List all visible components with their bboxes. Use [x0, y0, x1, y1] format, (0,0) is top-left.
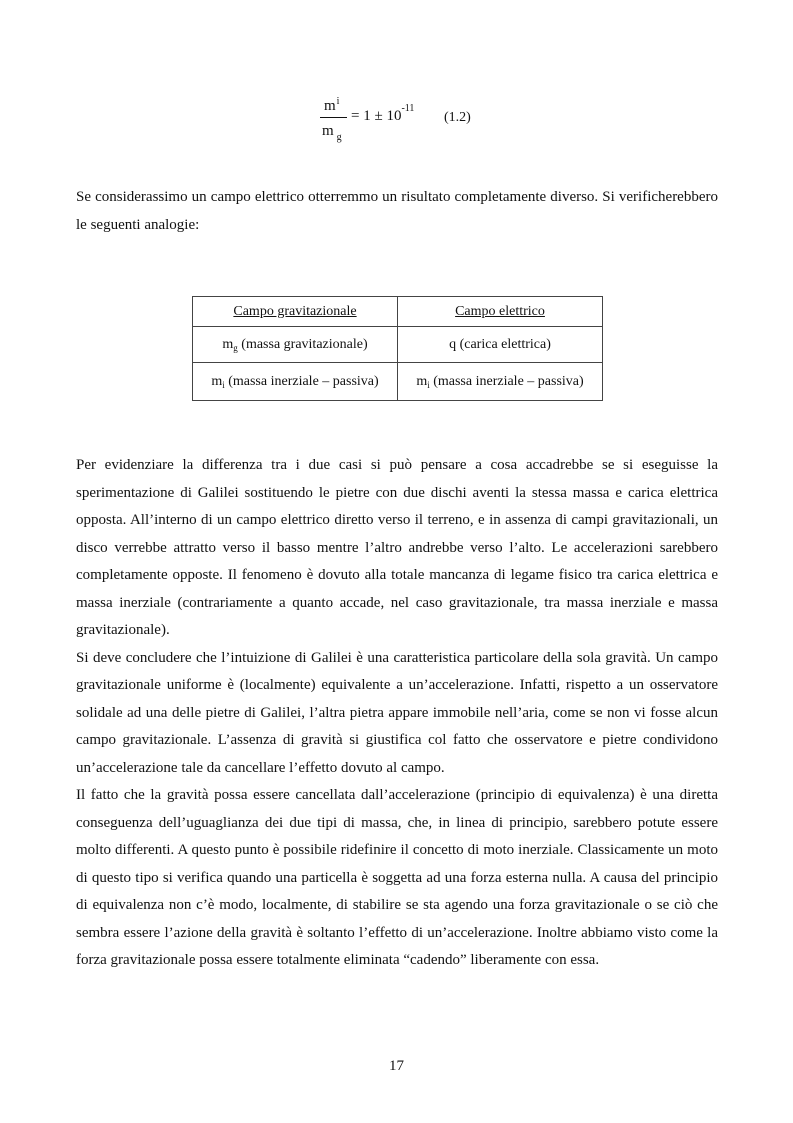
table-cell: q (carica elettrica) [398, 327, 603, 363]
body-text [76, 452, 718, 975]
table-header-row [193, 297, 603, 327]
table-header-cell: Campo elettrico [398, 297, 603, 327]
table-cell: $m_g$ (massa gravitazionale) [193, 327, 398, 363]
intro-paragraph: Se considerassimo un campo elettrico otterremmo un risultato completamente diverso. Si verificherebbero le seguenti analogie: [76, 189, 718, 233]
analogy-table [192, 296, 603, 401]
table-row [193, 327, 603, 363]
equation-rhs: = $1 \pm 10^{-11}$ [351, 103, 415, 124]
fraction-numerator: $m^i$ [324, 96, 340, 114]
fraction-denominator: m $_g$ [322, 123, 342, 143]
paragraph: Il fatto che la gravità possa essere cancellata dall’accelerazione (principio di equivalenza) è una diretta conseguenza dell’uguaglianza dei due tipi di massa, che, in linea di principio, sarebbero potute essere molto differenti. A questo punto è possibile ridefinire il concetto di moto inerziale. Classicamente un moto di questo tipo si verifica quando una particella è soggetta ad una forza esterna nulla. A causa del principio di equivalenza non c’è modo, localmente, di stabilire se sta agendo una forza gravitazionale o se ciò che sembra essere l’azione della gravità è soltanto l’effetto di un’accelerazione. Inoltre abbiamo visto come la forza gravitazionale possa essere totalmente eliminata “cadendo” liberamente con essa. [76, 787, 718, 968]
denominator-subscript: g [336, 132, 342, 143]
table-cell: $m_i$ (massa inerziale – passiva) [398, 363, 603, 401]
equation-exponent: -11 [401, 103, 415, 114]
page-number: 17 [389, 1058, 404, 1074]
numerator-subscript: i [336, 96, 340, 107]
fraction-bar [320, 117, 347, 118]
paragraph: Si deve concludere che l’intuizione di Galilei è una caratteristica particolare della sola gravità. Un campo gravitazionale uniforme è (localmente) equivalente a un’accelerazione. Infatti, rispetto a un osservatore solidale ad una delle pietre di Galilei, l’altra pietra appare immobile nell’aria, come se non vi fosse alcun campo gravitazionale. L’assenza di gravità si giustifica col fatto che osservatore e pietre condividono un’accelerazione tale da cancellare l’effetto dovuto al campo. [76, 649, 718, 776]
equation-label: (1.2) [444, 110, 471, 125]
table-cell: $m_i$ (massa inerziale – passiva) [193, 363, 398, 401]
paragraph: Per evidenziare la differenza tra i due casi si può pensare a cosa accadrebbe se si eseguisse la sperimentazione di Galilei sostituendo le pietre con due dischi aventi la stessa massa e carica elettrica opposta. All’interno di un campo elettrico diretto verso il terreno, e in assenza di campi gravitazionali, un disco verrebbe attratto verso il basso mentre l’altro andrebbe verso l’alto. Le accelerazioni sarebbero completamente opposte. Il fenomeno è dovuto alla totale mancanza di legame fisico tra carica elettrica e massa inerziale (contrariamente a quanto accade, nel caso gravitazionale, tra massa inerziale e massa gravitazionale). [76, 457, 718, 638]
table-header-cell: Campo gravitazionale [193, 297, 398, 327]
table-row [193, 363, 603, 401]
